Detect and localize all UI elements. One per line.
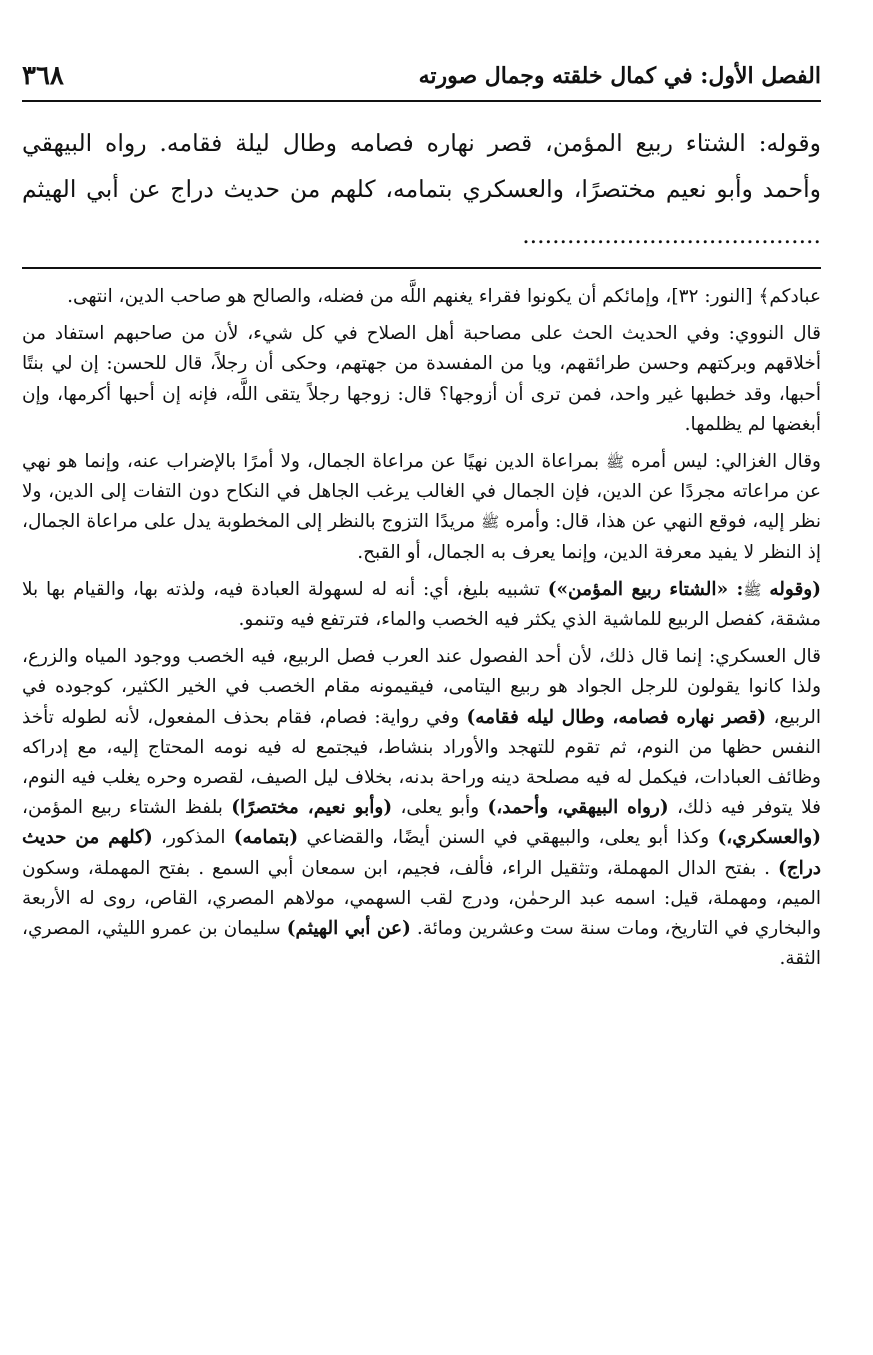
p4-quote-b: : «الشتاء ربيع المؤمن») <box>547 578 744 600</box>
p5-quote-6: (كلهم من حديث دراج) <box>22 827 821 879</box>
p2-text: قال النووي: وفي الحديث الحث على مصاحبة أهل الصلاح في كل شيء، لأن من صاحبهم استفاد من أخلاقهم وبركتهم وحسن طرائقهم، ويا من المفسدة من جهتهم، وحكى أن رجلاً، قال للحسن: إن لي بنتًا أحبها، وقد خطبها غير واحد، فمن ترى أن أزوجها؟ قال: زوجها رجلاً يتقى اللَّه، فإنه إن أحبها أكرمها، وإن أبغضها لم يظلمها. <box>22 323 821 435</box>
commentary-paragraph-1 <box>22 282 821 312</box>
p5-text-i: سليمان بن عمرو الليثي، المصري، الثقة. <box>22 918 821 970</box>
p5-quote-4: (والعسكري،) <box>717 827 821 849</box>
p5-quote-1: (قصر نهاره فصامه، وطال ليله فقامه) <box>466 706 767 728</box>
p5-text-f: وكذا أبو يعلى، والبيهقي في السنن أيضًا، والقضاعي <box>306 827 710 849</box>
salawat-glyph: ﷺ <box>743 580 762 599</box>
p5-text-g: المذكور، <box>161 827 226 849</box>
matn-text <box>22 120 821 258</box>
p5-quote-3: (وأبو نعيم، مختصرًا) <box>231 797 393 819</box>
p4-text: تشبيه بليغ، أي: أنه له لسهولة العبادة فيه، ولذته بها، والقيام بها بلا مشقة، كفصل الربيع للماشية الذي يكثر فيه الخصب والماء، فترتفع فيه وتنمو. <box>22 578 821 631</box>
p5-quote-2: (رواه البيهقي، وأحمد،) <box>487 797 669 819</box>
page-header <box>22 52 821 102</box>
matn-dots: ........................................ <box>522 221 821 249</box>
salawat-glyph: ﷺ <box>606 453 625 472</box>
footnote-divider <box>22 267 821 269</box>
p1-text: عبادكم﴾ [النور: ٣٢]، وإمائكم أن يكونوا فقراء يغنهم اللَّه من فضله، والصالح هو صاحب الدين، انتهى. <box>67 286 821 307</box>
p3-text-b: بمراعاة الدين نهيًا عن مراعاة الجمال، ولا أمرًا بالإضراب عنه، وإنما هو نهي عن مراعاته مجردًا عن الدين، فإن الجمال في الغالب يرغب الجاهل في النكاح دون التفات إلى الدين، ولا نظر إليه، فوقع النهي عن هذا، قال: وأمره <box>22 451 822 533</box>
running-title: الفصل الأول: في كمال خلقته وجمال صورته <box>418 63 821 89</box>
p5-quote-5: (بتمامه) <box>233 827 299 849</box>
p3-text-a: وقال الغزالي: ليس أمره <box>631 451 821 473</box>
commentary-paragraph-4 <box>22 575 821 635</box>
p5-text-d: وأبو يعلى، <box>400 797 480 819</box>
commentary-paragraph-5 <box>22 642 821 974</box>
p5-text-h: . بفتح الدال المهملة، وتثقيل الراء، فألف، فجيم، ابن سمعان أبي السمع . بفتح المهملة، وسكون الميم، ومهملة، قيل: اسمه عبد الرحمٰن، ودرج لقب السهمي، مولاهم المصري، القاص، روى له الأربعة والبخاري في التاريخ، ومات سنة ست وعشرين ومائة. <box>22 857 822 940</box>
p5-text-c: وفي رواية: فصام، فقام بحذف المفعول، لأنه لطوله تأخذ النفس حظها من النوم، ثم تقوم للتهجد والأوراد بنشاط، فيجتمع له فيه نومه المحتاج إليه، مع إدراكه وظائف العبادات، فيكمل له فيه مصلحة دينه وراحة بدنه، بخلاف ليل الصيف، لقصره وحره يغلب فيه النوم، فلا يتوفر فيه ذلك، <box>22 706 821 819</box>
page-number: ٣٦٨ <box>22 61 64 91</box>
p5-quote-7: (عن أبي الهيثم) <box>286 918 411 940</box>
p3-text-c: مريدًا التزوج بالنظر إلى المخطوبة يدل على مراعاة الجمال، إذ النظر لا يفيد معرفة الدين، وإنما يعرف به الجمال، أو القبح. <box>22 511 821 563</box>
matn-paragraph <box>22 120 821 258</box>
matn-body: وقوله: الشتاء ربيع المؤمن، قصر نهاره فصامه وطال ليلة فقامه. رواه البيهقي وأحمد وأبو نعيم مختصرًا، والعسكري بتمامه، كلهم من حديث دراج عن أبي الهيثم <box>22 129 821 203</box>
p5-text-e: بلفظ الشتاء ربيع المؤمن، <box>22 797 223 819</box>
p4-quote-a: (وقوله <box>769 578 821 600</box>
commentary-paragraph-3 <box>22 447 821 568</box>
commentary-paragraph-2 <box>22 319 821 440</box>
p5-text-a: قال العسكري: إنما قال ذلك، لأن أحد الفصول عند العرب فصل الربيع، فيه الخصب ووجود المياه والزرع، ولذا كانوا يقولون للرجل الجواد هو ربيع اليتامى، فيقيمونه مقام الخصب في الخير الكثير، كوجوده في الربيع، <box>22 646 821 728</box>
commentary <box>22 282 821 981</box>
salawat-glyph: ﷺ <box>481 513 500 532</box>
